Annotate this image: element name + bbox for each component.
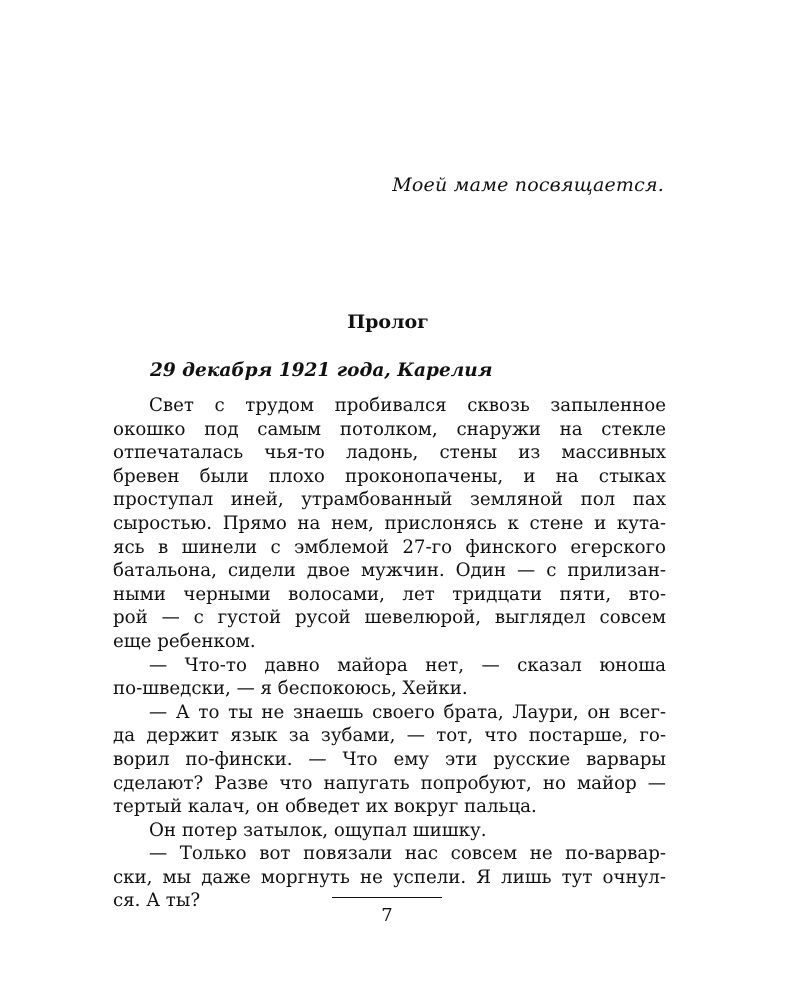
text-line: — А то ты не знаешь своего брата, Лаури, он всег- [149, 701, 666, 723]
chapter-title: Пролог [347, 311, 429, 333]
text-line: окошко под самым потолком, снаружи на стекле [113, 418, 666, 440]
text-line: — Только вот повязали нас совсем не по-варвар- [149, 843, 666, 865]
text-line: ся. А ты? [113, 890, 201, 912]
page-number: 7 [381, 905, 393, 926]
text-line: ворил по-фински. — Что ему эти русские варвары [113, 748, 666, 770]
text-line: да держит язык за зубами, — тот, что постарше, го- [113, 725, 666, 747]
body-text [113, 394, 666, 913]
text-line: сделают? Разве что напугать попробуют, но майор — [113, 772, 666, 794]
text-line: тертый калач, он обведет их вокруг пальца. [113, 796, 537, 818]
dedication: Моей маме посвящается. [392, 174, 664, 196]
footer-rule [332, 897, 442, 898]
text-line: сыростью. Прямо на нем, прислонясь к стене и кута- [113, 512, 666, 534]
text-line: еще ребенком. [113, 630, 256, 652]
text-line: ски, мы даже моргнуть не успели. Я лишь тут очнул- [113, 866, 666, 888]
text-line: отпечаталась чья-то ладонь, стены из массивных [113, 442, 666, 464]
text-line: бревен были плохо проконопачены, и на стыках [113, 465, 666, 487]
text-line: Он потер затылок, ощупал шишку. [149, 819, 487, 841]
text-line: ясь в шинели с эмблемой 27-го финского егерского [113, 536, 666, 558]
text-line: Свет с трудом пробивался сквозь запыленное [149, 395, 666, 416]
text-line: ными черными волосами, лет тридцати пяти, вто- [113, 583, 666, 605]
text-line: проступал иней, утрамбованный земляной пол пах [113, 489, 666, 511]
text-line: — Что-то давно майора нет, — сказал юноша [149, 654, 666, 676]
text-line: рой — с густой русой шевелюрой, выглядел совсем [113, 607, 666, 629]
text-line: батальона, сидели двое мужчин. Один — с прилизан- [113, 560, 666, 582]
dateline: 29 декабря 1921 года, Карелия [150, 360, 493, 381]
text-line: по-шведски, — я беспокоюсь, Хейки. [113, 678, 468, 700]
